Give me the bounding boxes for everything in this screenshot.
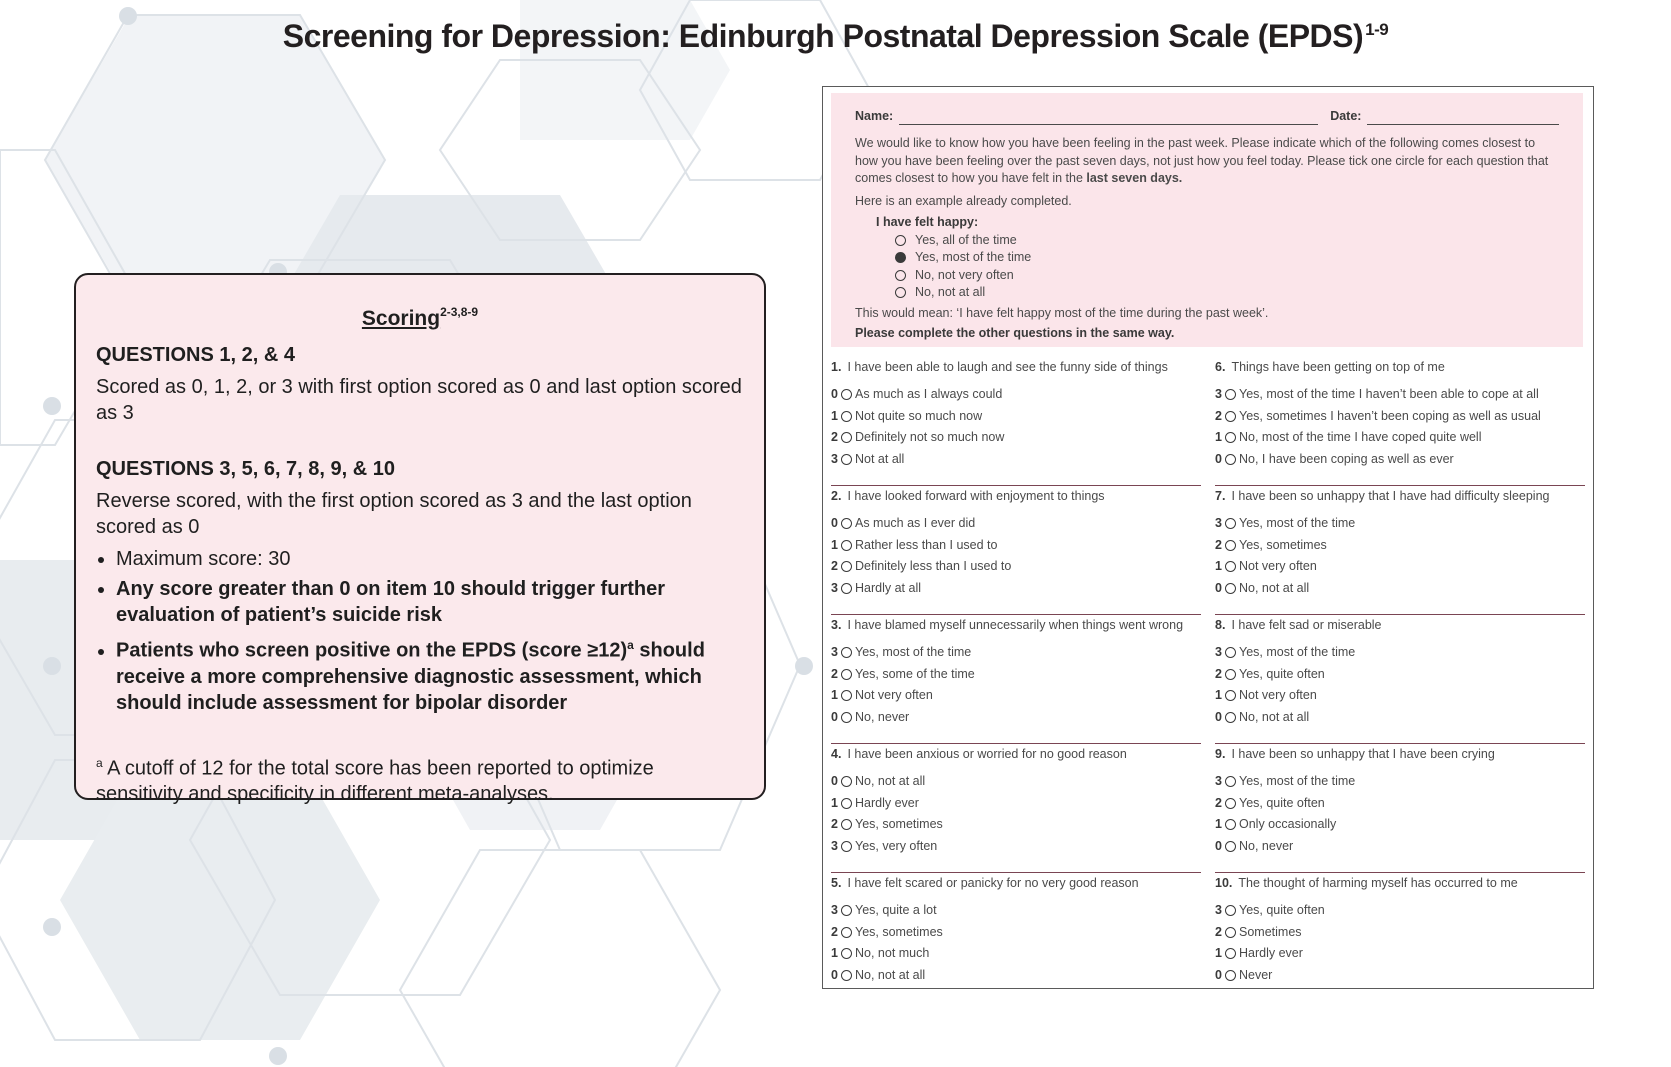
example-option-label: Yes, most of the time [915,250,1032,264]
option-score: 2 [1215,924,1222,939]
option-score: 0 [831,709,838,724]
option-label: Not very often [1239,688,1317,702]
question-number: 6. [1215,360,1226,374]
question-item [831,486,1201,615]
bullet-positive-text-a: Patients who screen positive on the EPDS (score ≥12) [116,639,628,662]
option-label: Yes, quite a lot [855,903,937,917]
instructions-text-bold: last seven days. [1086,171,1183,185]
example-block [876,214,1559,302]
question-label: I have looked forward with enjoyment to things [847,489,1105,503]
example-meaning: This would mean: ‘I have felt happy most of the time during the past week’. [855,305,1269,320]
option-label: Only occasionally [1239,817,1337,831]
radio-circle-icon[interactable] [1225,776,1236,787]
radio-circle-icon[interactable] [841,540,852,551]
radio-circle-icon[interactable] [841,819,852,830]
questions-grid [831,357,1585,1002]
scoring-group2-heading: QUESTIONS 3, 5, 6, 7, 8, 9, & 10 [96,458,396,480]
example-option-label: Yes, all of the time [915,232,1017,247]
answer-option[interactable] [831,900,1201,922]
question-item [1215,873,1585,1002]
option-label: Sometimes [1239,924,1302,939]
answer-options [831,771,1201,857]
name-label: Name: [855,108,894,123]
answer-option[interactable] [831,578,1201,600]
option-score: 1 [1215,559,1222,573]
answer-option[interactable] [1215,642,1585,664]
empty-circle-icon [895,235,906,246]
radio-circle-icon[interactable] [841,798,852,809]
name-date-row [855,107,1559,125]
question-number: 2. [831,489,842,503]
answer-option[interactable] [831,642,1201,664]
answer-option[interactable] [1215,513,1585,535]
example-option [895,284,1559,302]
question-number: 3. [831,618,842,632]
option-score: 2 [831,559,838,573]
answer-options [1215,771,1585,857]
option-score: 3 [831,838,838,853]
example-option-label: No, not at all [915,285,986,299]
radio-circle-icon[interactable] [1225,819,1236,830]
date-label: Date: [1330,108,1362,123]
question-label: I have been so unhappy that I have been crying [1231,747,1495,761]
question-text [831,875,1201,897]
option-score: 1 [831,537,838,552]
option-score: 0 [1215,451,1222,466]
option-score: 2 [831,924,838,939]
radio-circle-icon[interactable] [841,647,852,658]
option-score: 0 [831,516,838,530]
answer-option[interactable] [1215,427,1585,449]
option-label: Hardly at all [855,580,921,595]
option-label: As much as I always could [855,387,1003,401]
option-label: No, never [855,709,910,724]
answer-option[interactable] [1215,900,1585,922]
radio-circle-icon[interactable] [841,712,852,723]
option-score: 1 [1215,817,1222,831]
question-label: I have felt sad or miserable [1231,618,1382,632]
title-references: 1-9 [1365,20,1389,39]
option-score: 3 [831,645,838,659]
option-label: Yes, quite often [1239,795,1325,810]
name-field[interactable] [899,112,1318,125]
footnote-text: A cutoff of 12 for the total score has been reported to optimize sensitivity and specificity in different meta-analyses. [96,757,654,806]
option-score: 0 [831,774,838,788]
scoring-group1-heading: QUESTIONS 1, 2, & 4 [96,344,295,366]
option-label: Yes, sometimes [855,817,943,831]
question-label: I have been so unhappy that I have had difficulty sleeping [1231,489,1550,503]
radio-circle-icon[interactable] [1225,841,1236,852]
bullet-positive-screen [116,632,744,716]
option-score: 0 [831,967,838,982]
question-number: 4. [831,747,842,761]
question-item [831,873,1201,1002]
radio-circle-icon[interactable] [1225,798,1236,809]
option-label: Rather less than I used to [855,537,998,552]
question-text [831,488,1201,510]
answer-option[interactable] [831,707,1201,729]
option-label: No, not at all [855,774,926,788]
answer-option[interactable] [831,771,1201,793]
radio-circle-icon[interactable] [841,389,852,400]
answer-option[interactable] [1215,814,1585,836]
radio-circle-icon[interactable] [841,454,852,465]
option-label: As much as I ever did [855,516,976,530]
option-label: No, I have been coping as well as ever [1239,451,1454,466]
radio-circle-icon[interactable] [841,970,852,981]
radio-circle-icon[interactable] [1225,948,1236,959]
option-score: 3 [1215,774,1222,788]
scoring-heading [96,299,744,332]
option-score: 3 [831,580,838,595]
option-score: 1 [831,946,838,960]
answer-option[interactable] [831,556,1201,578]
option-score: 2 [1215,537,1222,552]
answer-option[interactable] [831,406,1201,428]
answer-option[interactable] [1215,685,1585,707]
radio-circle-icon[interactable] [1225,647,1236,658]
question-number: 7. [1215,489,1226,503]
scoring-group1-text: Scored as 0, 1, 2, or 3 with first option scored as 0 and last option scored as 3 [96,376,742,424]
scoring-references: 2-3,8-9 [440,305,479,319]
question-text [1215,359,1585,381]
option-label: Yes, most of the time [1239,516,1356,530]
question-text [1215,746,1585,768]
answer-options [1215,900,1585,986]
answer-option[interactable] [831,664,1201,686]
example-intro: Here is an example already completed. [855,193,1072,208]
option-label: No, most of the time I have coped quite well [1239,430,1482,444]
answer-option[interactable] [831,836,1201,858]
complete-note: Please complete the other questions in the same way. [855,326,1175,340]
option-score: 0 [831,387,838,401]
answer-options [831,384,1201,470]
radio-circle-icon[interactable] [841,583,852,594]
instructions-panel [831,93,1583,347]
radio-circle-icon[interactable] [1225,454,1236,465]
answer-options [1215,384,1585,470]
bullet-max-score: • Maximum score: 30 [116,546,744,572]
option-label: Yes, quite often [1239,903,1325,917]
question-text [831,746,1201,768]
option-label: Yes, sometimes [855,924,943,939]
bullet-item10: • Any score greater than 0 on item 10 should trigger further evaluation of patient’s suicide risk [116,576,744,628]
radio-circle-icon[interactable] [841,690,852,701]
filled-circle-icon [895,252,906,263]
radio-circle-icon[interactable] [1225,540,1236,551]
scoring-card [74,273,766,806]
question-number: 8. [1215,618,1226,632]
question-text [831,359,1201,381]
option-label: Yes, most of the time [855,645,972,659]
question-label: I have been able to laugh and see the funny side of things [847,360,1168,374]
option-label: No, never [1239,838,1294,853]
option-label: Hardly ever [1239,946,1303,960]
answer-option[interactable] [831,449,1201,471]
answer-option[interactable] [1215,793,1585,815]
option-score: 2 [1215,408,1222,423]
answer-option[interactable] [1215,578,1585,600]
radio-circle-icon[interactable] [1225,712,1236,723]
answer-option[interactable] [1215,556,1585,578]
question-item [1215,744,1585,873]
answer-options [831,513,1201,599]
answer-options [1215,513,1585,599]
option-label: Definitely not so much now [855,430,1005,444]
option-score: 0 [1215,709,1222,724]
option-label: No, not at all [1239,709,1310,724]
question-label: I have blamed myself unnecessarily when things went wrong [847,618,1184,632]
option-score: 1 [1215,430,1222,444]
answer-option[interactable] [1215,922,1585,944]
option-label: Not quite so much now [855,408,983,423]
footnote-mark: a [96,755,103,770]
example-question: I have felt happy: [876,215,979,229]
option-label: No, not much [855,946,930,960]
epds-form [822,86,1594,989]
page-title-text: Screening for Depression: Edinburgh Postnatal Depression Scale (EPDS) [282,18,1364,54]
question-number: 5. [831,876,842,890]
radio-circle-icon[interactable] [841,518,852,529]
answer-option[interactable] [831,685,1201,707]
question-item [1215,486,1585,615]
option-label: Hardly ever [855,795,919,810]
option-score: 3 [1215,903,1222,917]
option-score: 2 [831,430,838,444]
scoring-heading-text: Scoring [361,307,441,330]
question-label: I have been anxious or worried for no good reason [847,747,1127,761]
radio-circle-icon[interactable] [1225,669,1236,680]
question-text [1215,875,1585,897]
option-label: Yes, sometimes [1239,537,1327,552]
question-text [1215,488,1585,510]
answer-option[interactable] [831,922,1201,944]
question-number: 9. [1215,747,1226,761]
answer-option[interactable] [831,384,1201,406]
radio-circle-icon[interactable] [841,905,852,916]
option-score: 1 [831,688,838,702]
footnote-marker: a [627,638,634,652]
answer-option[interactable] [831,427,1201,449]
option-label: Never [1239,967,1273,982]
option-score: 2 [1215,795,1222,810]
option-label: Yes, most of the time [1239,774,1356,788]
option-label: Yes, very often [855,838,938,853]
option-label: Yes, quite often [1239,666,1325,681]
option-label: Yes, most of the time I haven’t been able to cope at all [1239,387,1539,401]
radio-circle-icon[interactable] [841,841,852,852]
answer-option[interactable] [831,943,1201,965]
radio-circle-icon[interactable] [841,432,852,443]
question-item [1215,615,1585,744]
radio-circle-icon[interactable] [1225,970,1236,981]
option-score: 1 [831,795,838,810]
answer-option[interactable] [831,814,1201,836]
radio-circle-icon[interactable] [1225,411,1236,422]
question-label: Things have been getting on top of me [1231,360,1445,374]
radio-circle-icon[interactable] [841,669,852,680]
answer-option[interactable] [1215,535,1585,557]
option-label: Yes, sometimes I haven’t been coping as well as usual [1239,408,1541,423]
answer-option[interactable] [1215,406,1585,428]
page-title [0,18,1671,55]
radio-circle-icon[interactable] [841,927,852,938]
answer-option[interactable] [1215,384,1585,406]
option-label: Definitely less than I used to [855,559,1012,573]
option-score: 1 [1215,688,1222,702]
option-score: 0 [1215,967,1222,982]
instructions-text [855,135,1559,188]
radio-circle-icon[interactable] [841,948,852,959]
empty-circle-icon [895,287,906,298]
answer-options [1215,642,1585,728]
answer-option[interactable] [1215,664,1585,686]
option-label: No, not at all [855,967,926,982]
question-label: I have felt scared or panicky for no very good reason [847,876,1139,890]
radio-circle-icon[interactable] [841,561,852,572]
question-item [1215,357,1585,486]
question-number: 1. [831,360,842,374]
answer-option[interactable] [831,535,1201,557]
option-score: 0 [1215,838,1222,853]
question-label: The thought of harming myself has occurred to me [1238,876,1518,890]
option-score: 3 [1215,645,1222,659]
bullet-positive-text-b: should receive a more comprehensive diagnostic assessment, which should include assessment for bipolar disorder [116,639,705,714]
answer-option[interactable] [1215,771,1585,793]
option-score: 2 [831,666,838,681]
example-options [876,232,1559,302]
example-option-label: No, not very often [915,267,1014,282]
question-text [1215,617,1585,639]
option-label: No, not at all [1239,580,1310,595]
answer-option[interactable] [831,513,1201,535]
radio-circle-icon[interactable] [841,776,852,787]
example-option [895,249,1559,267]
answer-options [831,642,1201,728]
radio-circle-icon[interactable] [841,411,852,422]
option-score: 3 [1215,387,1222,401]
radio-circle-icon[interactable] [1225,927,1236,938]
option-score: 3 [831,903,838,917]
option-label: Not very often [855,688,933,702]
option-score: 0 [1215,580,1222,595]
radio-circle-icon[interactable] [1225,561,1236,572]
option-label: Yes, most of the time [1239,645,1356,659]
option-score: 1 [831,408,838,423]
option-label: Not at all [855,451,905,466]
option-score: 3 [831,451,838,466]
option-score: 2 [831,817,838,831]
radio-circle-icon[interactable] [1225,518,1236,529]
radio-circle-icon[interactable] [1225,690,1236,701]
radio-circle-icon[interactable] [1225,389,1236,400]
answer-option[interactable] [1215,836,1585,858]
answer-options [831,900,1201,986]
radio-circle-icon[interactable] [1225,432,1236,443]
answer-option[interactable] [831,965,1201,987]
question-item [831,744,1201,873]
question-number: 10. [1215,876,1233,890]
option-score: 3 [1215,516,1222,530]
answer-option[interactable] [1215,943,1585,965]
option-score: 1 [1215,946,1222,960]
option-label: Yes, some of the time [855,666,975,681]
option-score: 2 [1215,666,1222,681]
answer-option[interactable] [831,793,1201,815]
scoring-footnote [96,750,744,808]
answer-option[interactable] [1215,449,1585,471]
scoring-group2-text: Reverse scored, with the first option scored as 3 and the last option scored as 0 [96,490,692,538]
date-field[interactable] [1367,112,1559,125]
question-text [831,617,1201,639]
option-label: Not very often [1239,559,1317,573]
empty-circle-icon [895,270,906,281]
radio-circle-icon[interactable] [1225,905,1236,916]
example-option [895,232,1559,250]
instructions-text-main: We would like to know how you have been feeling in the past week. Please indicate which of the following comes closest to how you have been feeling over the past seven days, not just how you feel today. Please tick one circle for each question that comes closest to how you have felt in the [855,136,1549,185]
scoring-bullets [96,546,744,716]
answer-option[interactable] [1215,965,1585,987]
answer-option[interactable] [1215,707,1585,729]
question-item [831,615,1201,744]
question-item [831,357,1201,486]
radio-circle-icon[interactable] [1225,583,1236,594]
example-option [895,267,1559,285]
